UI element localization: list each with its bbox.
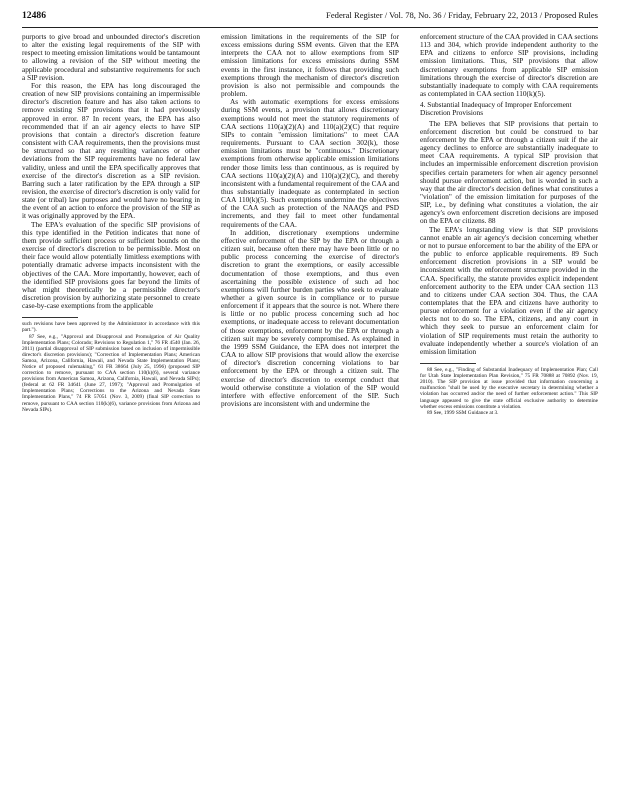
footnote-rule xyxy=(420,363,476,364)
footnote-rule xyxy=(22,317,78,318)
column-1 xyxy=(22,33,200,789)
page-number: 12486 xyxy=(22,10,46,21)
running-head: Federal Register / Vol. 78, No. 36 / Friday, February 22, 2013 / Proposed Rules xyxy=(326,10,598,20)
header-rule xyxy=(22,27,598,28)
paragraph: purports to give broad and unbounded director's discretion to alter the existing legal requirements of the SIP with respect to meeting emission limitations would be tantamount to allowing a revision of the SIP without meeting the applicable procedural and substantive requirements for such a SIP revision. xyxy=(22,33,200,82)
footnote: 89 See, 1999 SSM Guidance at 3. xyxy=(427,409,499,416)
section-heading: 4. Substantial Inadequacy of Improper Enforcement Discretion Provisions xyxy=(420,100,572,118)
paragraph: The EPA's longstanding view is that SIP provisions cannot enable an air agency's decision concerning whether or not to pursue enforcement to bar the ability of the EPA or the public to enforce applicable requirements. 89 Such enforcement discretion provisions in a SIP would be inconsistent with the enforcement structure provided in the CAA. Specifically, the statute provides explicit independent enforcement authority to the EPA under CAA section 113 and to citizens under CAA section 304. Thus, the CAA contemplates that the EPA and citizens have authority to pursue enforcement for a violation even if the air agency elects not to do so. The EPA, citizens, and any court in which they seek to pursue an enforcement claim for violation of SIP requirements must retain the authority to evaluate independently whether a source's violation of an emission limitation xyxy=(420,224,598,356)
paragraph: For this reason, the EPA has long discouraged the creation of new SIP provisions containing an impermissible director's discretion feature and has also taken actions to remove existing SIP provisions that it had previously approved in error. 87 In recent years, the EPA has also recommended that if an air agency elects to have SIP provisions that contain a director's discretion feature consistent with CAA requirements, then the provisions must be structured so that any resulting variances or other deviations from the SIP requirements have no federal law validity, unless and until the EPA specifically approves that exercise of the director's discretion as a SIP revision. Barring such a later ratification by the EPA through a SIP revision, the exercise of director's discretion is only valid for state (or tribal) law purposes and would have no bearing in the event of an action to enforce the provision of the SIP as it was originally approved by the EPA. xyxy=(22,80,200,221)
paragraph: As with automatic exemptions for excess emissions during SSM events, a provision that allows discretionary exemptions would not meet the statutory requirements of CAA sections 110(a)(2)(A) and 110(a)(2)(C) that require SIPs to contain "emission limitations" to meet CAA requirements. Pursuant to CAA section 302(k), those emission limitations must be "continuous." Discretionary exemptions from otherwise applicable emission limitations render those limits less than continuous, as is required by CAA sections 110(a)(2)(A) and 110(a)(2)(C), and thereby inconsistent with a fundamental requirement of the CAA and thus substantially inadequate as contemplated in section CAA 110(k)(5). Such exemptions undermine the objectives of the CAA such as protection of the NAAQS and PSD increments, and they fail to meet other fundamental requirements of the CAA. xyxy=(221,97,399,229)
paragraph: emission limitations in the requirements of the SIP for excess emissions during SSM events. Given that the EPA interprets the CAA not to allow exemptions from SIP emission limitations for excess emissions during SSM events in the first instance, it follows that providing such exemptions through the mechanism of director's discretion provision is also not permissible and compounds the problem. xyxy=(221,33,399,99)
footnote: such revisions have been approved by the Administrator in accordance with this part."). xyxy=(22,321,200,334)
paragraph: The EPA believes that SIP provisions that pertain to enforcement discretion but could be construed to bar enforcement by the EPA or through a citizen suit if the air agency declines to enforce are substantially inadequate to meet CAA requirements. A typical SIP provision that includes an impermissible enforcement discretion provision specifies certain parameters for when air agency personnel should pursue enforcement action, but is worded in such a way that the air director's decision defines what constitutes a "violation" of the emission limitation for purposes of the SIP, i.e., by defining what constitutes a violation, the air agency's own enforcement discretion decisions are imposed on the EPA or citizens. 88 xyxy=(420,118,598,226)
footnote: 87 See, e.g., "Approval and Disapproval and Promulgation of Air Quality Implementation Plans; Colorado; Revisions to Regulation 1," 76 FR 4540 (Jan. 26, 2011) (partial disapproval of SIP submission based on inclusion of impermissible director's discretion provisions); "Correction of Implementation Plans; American Samoa, Arizona, California, Hawaii, and Nevada State Implementation Plans; Notice of proposed rulemaking," 61 FR 38664 (July 25, 1996) (proposed SIP correction to remove, pursuant to CAA section 110(k)(6), several variance provisions from American Samoa, Arizona, California, Hawaii, and Nevada SIPs); (federal at 62 FR 34641 (June 27, 1997); "Approval and Promulgation of Implementation Plans; Corrections to the Arizona and Nevada State Implementation Plans," 74 FR 57051 (Nov. 3, 2009) (final SIP correction to remove, pursuant to CAA section 110(k)(6), variance provisions from Arizona and Nevada SIPs). xyxy=(22,333,200,413)
paragraph: In addition, discretionary exemptions undermine effective enforcement of the SIP by the EPA or through a citizen suit, because often there may have been little or no public process concerning the exercise of director's discretion to grant the exemptions, or easily accessible documentation of those exemptions, and thus even ascertaining the possible existence of such ad hoc exemptions will further burden parties who seek to evaluate whether a given source is in compliance or to pursue enforcement if it appears that the source is not. Where there is little or no public process concerning such ad hoc exemptions, or inadequate access to relevant documentation of those exemptions, enforcement by the EPA or through a citizen suit may be severely compromised. As explained in the 1999 SSM Guidance, the EPA does not interpret the CAA to allow SIP provisions that would allow the exercise of director's discretion concerning violations to bar enforcement by the EPA or through a citizen suit. The exercise of director's discretion to exempt conduct that would otherwise constitute a violation of the SIP would interfere with effective enforcement of the SIP. Such provisions are inconsistent with and undermine the xyxy=(221,227,399,409)
paragraph: The EPA's evaluation of the specific SIP provisions of this type identified in the Petition indicates that none of them provide sufficient process or sufficient bounds on the exercise of director's discretion to be permissible. Most on their face would allow potentially limitless exemptions with potentially dramatic adverse impacts inconsistent with the objectives of the CAA. More importantly, however, each of the identified SIP provisions goes far beyond the limits of what might theoretically be a permissible director's discretion provision by authorizing state personnel to create case-by-case exemptions from the applicable xyxy=(22,219,200,311)
paragraph: enforcement structure of the CAA provided in CAA sections 113 and 304, which provide independent authority to the EPA and citizens to enforce SIP provisions, including emission limitations. Thus, SIP provisions that allow discretionary exemptions from applicable SIP emission limitations through the exercise of director's discretion are substantially inadequate to comply with CAA requirements as contemplated in CAA section 110(k)(5). xyxy=(420,33,598,99)
column-3 xyxy=(420,33,598,789)
page-header xyxy=(22,10,598,26)
footnote: 88 See, e.g., "Finding of Substantial Inadequacy of Implementation Plan; Call for Utah State Implementation Plan Revision," 75 FR 70888 at 70892 (Nov. 19, 2010). The SIP provision at issue provided that information concerning a malfunction "shall be used by the executive secretary in determining whether a violation has occurred and/or the need of further enforcement action." This SIP language appeared to give the state official exclusive authority to determine whether excess emissions constitute a violation. xyxy=(420,367,598,410)
column-2 xyxy=(221,33,399,789)
